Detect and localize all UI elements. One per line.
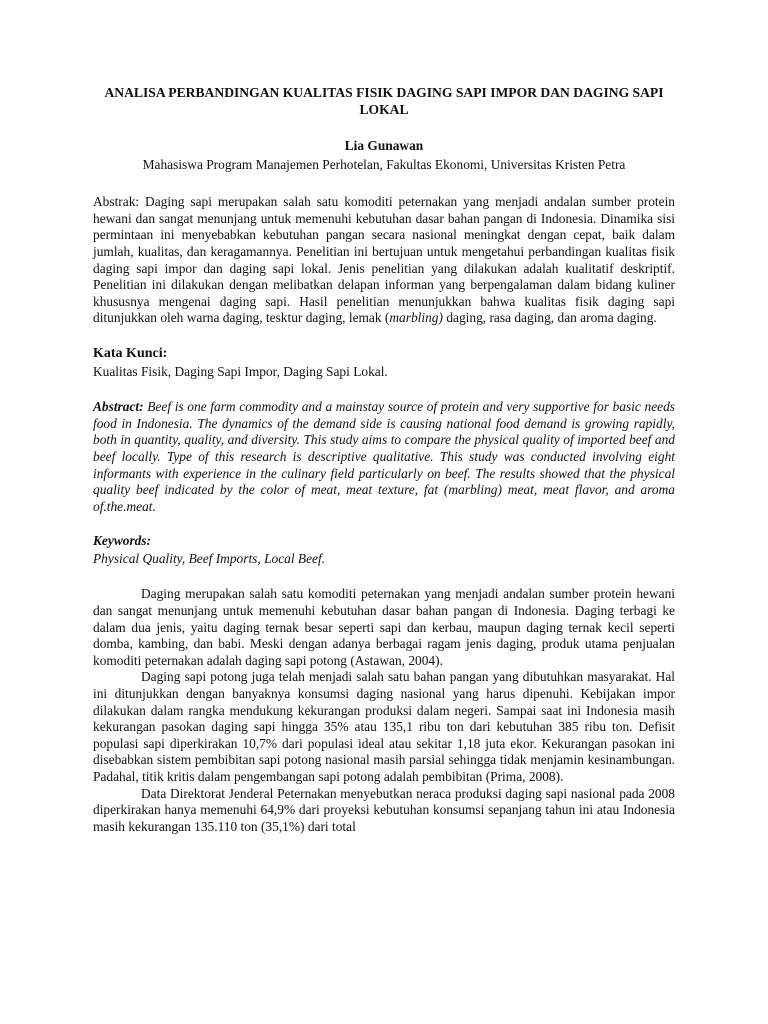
body-text (93, 586, 675, 835)
abstract-text: Beef is one farm commodity and a mainstay source of protein and very supportive for basic needs food in Indonesia. The dynamics of the demand side is causing national food demand is growing rapidly, both in quantity, quality, and diversity. This study aims to compare the physical quality of imported beef and beef locally. Type of this research is descriptive qualitative. This study was conducted involving eight informants with experience in the culinary field particularly on beef. The results showed that the physical quality beef indicated by the color of meat, meat texture, fat (marbling) meat, meat flavor, and aroma of.the.meat. (93, 399, 675, 514)
keywords-text: Physical Quality, Beef Imports, Local Beef. (93, 550, 326, 566)
abstrak-paragraph (93, 194, 675, 327)
abstract-lead: Abstract: (93, 399, 144, 415)
keywords-heading: Keywords: (93, 533, 152, 549)
body-paragraph: Daging merupakan salah satu komoditi peternakan yang menjadi andalan sumber protein hewani dan sangat menunjang untuk memenuhi kebutuhan dasar bahan pangan di Indonesia. Daging terbagi ke dalam dua jenis, yaitu daging ternak besar seperti sapi dan kerbau, maupun daging ternak kecil seperti domba, kambing, dan babi. Meski dengan adanya berbagai ragam jenis daging, produk utama penjualan komoditi peternakan adalah daging sapi potong (Astawan, 2004). (93, 586, 675, 668)
author-name: Lia Gunawan (344, 138, 424, 153)
abstract-paragraph (93, 399, 675, 515)
kata-kunci-text: Kualitas Fisik, Daging Sapi Impor, Daging Sapi Lokal. (93, 363, 388, 379)
author-affiliation: Mahasiswa Program Manajemen Perhotelan, Fakultas Ekonomi, Universitas Kristen Petra (142, 156, 626, 172)
paper-title: ANALISA PERBANDINGAN KUALITAS FISIK DAGING SAPI IMPOR DAN DAGING SAPI LOKAL (104, 85, 664, 117)
kata-kunci-heading: Kata Kunci: (93, 345, 168, 361)
abstrak-text-end: daging, rasa daging, dan aroma daging. (442, 310, 657, 326)
abstrak-text: Abstrak: Daging sapi merupakan salah satu komoditi peternakan yang menjadi andalan sumber protein hewani dan sangat menunjang untuk memenuhi kebutuhan dasar bahan pangan di Indonesia. Dinamika sisi permintaan ini menyebabkan kebutuhan pangan secara nasional meningkat dengan cepat, baik dalam jumlah, kualitas, dan keragamannya. Penelitian ini bertujuan untuk mengetahui perbandingan kualitas fisik daging sapi impor dan daging sapi lokal. Jenis penelitian yang dilakukan adalah kualitatif deskriptif. Penelitian ini dilakukan dengan melibatkan delapan informan yang berpengalaman dalam bidang kuliner khususnya mengenai daging sapi. Hasil penelitian menunjukkan bahwa kualitas fisik daging sapi ditunjukkan oleh warna daging, tesktur daging, lemak ( (93, 194, 675, 326)
abstrak-italic-term: marbling) (389, 310, 443, 326)
body-paragraph: Data Direktorat Jenderal Peternakan menyebutkan neraca produksi daging sapi nasional pada 2008 diperkirakan hanya memenuhi 64,9% dari proyeksi kebutuhan konsumsi sepanjang tahun ini atau Indonesia masih kekurangan 135.110 ton (35,1%) dari total (93, 785, 675, 834)
body-paragraph: Daging sapi potong juga telah menjadi salah satu bahan pangan yang dibutuhkan masyarakat. Hal ini ditunjukkan dengan banyaknya konsumsi daging nasional yang harus dipenuhi. Kebijakan impor dilakukan dalam rangka mendukung kekurangan produksi dalam negeri. Sampai saat ini Indonesia masih kekurangan pasokan daging sapi hingga 35% atau 135,1 ribu ton dari kebutuhan 385 ribu ton. Defisit populasi sapi diperkirakan 10,7% dari populasi ideal atau sekitar 1,18 juta ekor. Kekurangan pasokan ini disebabkan sistem pembibitan sapi potong nasional masih parsial sehingga tidak menjamin kesinambungan. Padahal, titik kritis dalam pengembangan sapi potong adalah pembibitan (Prima, 2008). (93, 669, 675, 784)
